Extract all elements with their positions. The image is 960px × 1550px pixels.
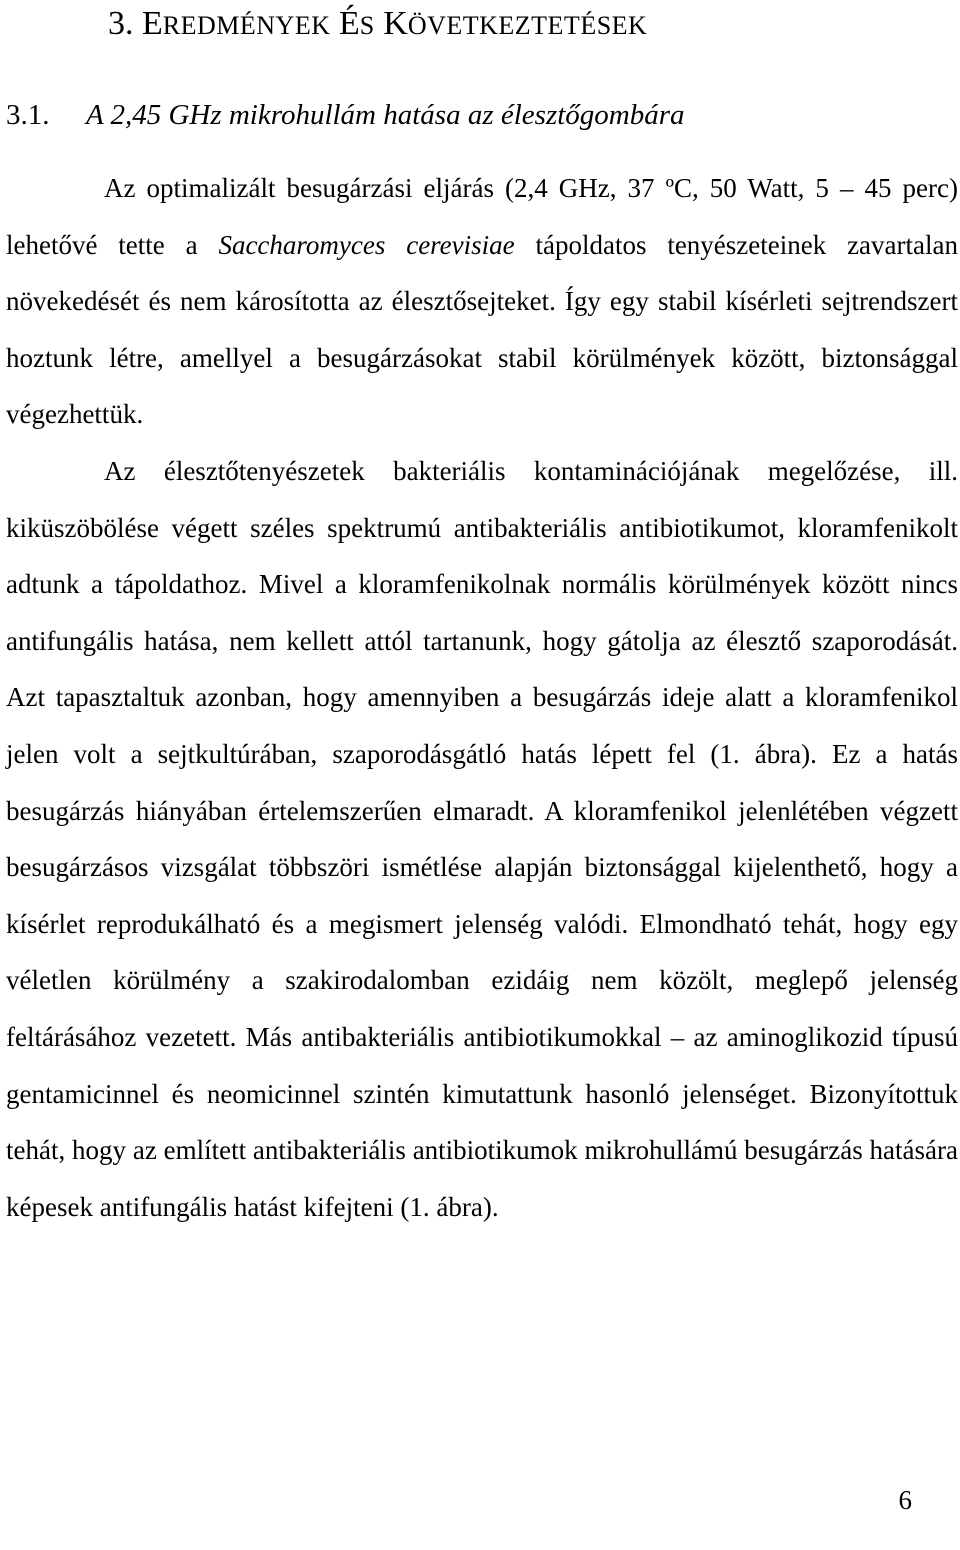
paragraph-1-text-start: Az optimalizált besugárzási eljárás (2,4 GHz, 37 ºC, 50 Watt, 5 – 45 perc) lehetővé tette a: [6, 173, 958, 260]
chapter-title-word-1-initial: E: [142, 5, 163, 42]
page-number: 6: [898, 1485, 912, 1515]
body-text: [6, 160, 958, 1235]
chapter-title-word-1-rest: REDMÉNYEK: [162, 11, 331, 40]
section-number: 3.1.: [6, 99, 50, 131]
chapter-title: [108, 2, 647, 48]
chapter-title-word-3-rest: ÖVETKEZTETÉSEK: [407, 11, 648, 40]
species-name: Saccharomyces cerevisiae: [218, 229, 515, 260]
chapter-number: 3.: [108, 5, 134, 42]
section-heading: [6, 95, 685, 135]
paragraph-1: [6, 160, 958, 443]
chapter-title-word-2-rest: S: [359, 11, 375, 40]
paragraph-2: Az élesztőtenyészetek bakteriális kontaminációjának megelőzése, ill. kiküszöbölése végett széles spektrumú antibakteriális antibiotikumot, kloramfenikolt adtunk a tápoldathoz. Mivel a kloramfenikolnak normális körülmények között nincs antifungális hatása, nem kellett attól tartanunk, hogy gátolja az élesztő szaporodását. Azt tapasztaltuk azonban, hogy amennyiben a besugárzás ideje alatt a kloramfenikol jelen volt a sejtkultúrában, szaporodásgátló hatás lépett fel (1. ábra). Ez a hatás besugárzás hiányában értelemszerűen elmaradt. A kloramfenikol jelenlétében végzett besugárzásos vizsgálat többszöri ismétlése alapján biztonsággal kijelenthető, hogy a kísérlet reprodukálható és a megismert jelenség valódi. Elmondható tehát, hogy egy véletlen körülmény a szakirodalomban ezidáig nem közölt, meglepő jelenség feltárásához vezetett. Más antibakteriális antibiotikumokkal – az aminoglikozid típusú gentamicinnel és neomicinnel szintén kimutattunk hasonló jelenséget. Bizonyítottuk tehát, hogy az említett antibakteriális antibiotikumok mikrohullámú besugárzás hatására képesek antifungális hatást kifejteni (1. ábra).: [6, 455, 958, 1222]
section-title: A 2,45 GHz mikrohullám hatása az élesztőgombára: [86, 99, 685, 131]
paragraph-1-text-end: tápoldatos tenyészeteinek zavartalan növekedését és nem károsította az élesztősejteket. Így egy stabil kísérleti sejtrendszert hoztunk létre, amellyel a besugárzásokat stabil körülmények között, biztonsággal végezhettük.: [6, 229, 958, 430]
chapter-title-word-2-initial: É: [339, 5, 360, 42]
chapter-title-word-3-initial: K: [383, 5, 408, 42]
